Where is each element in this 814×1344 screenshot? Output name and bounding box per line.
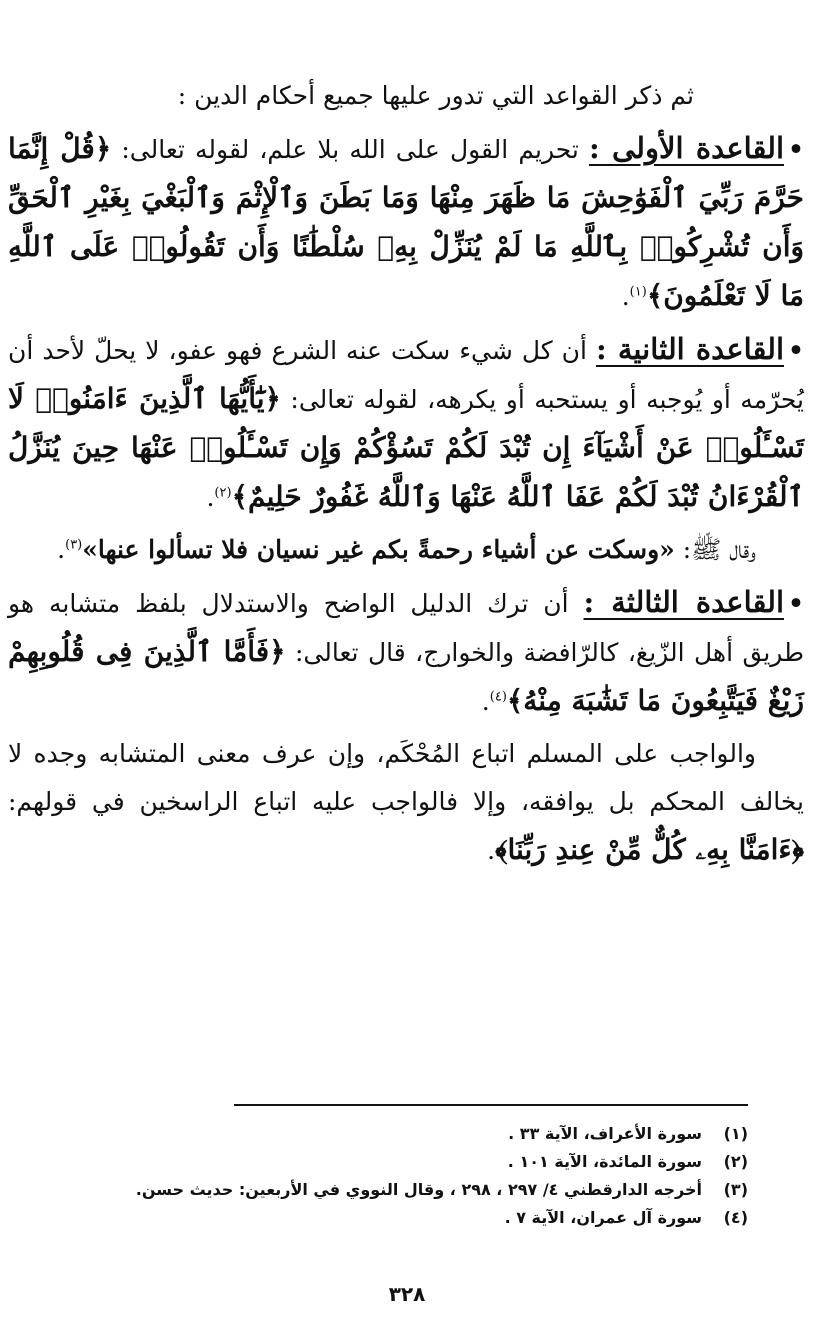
rule-1 [8, 124, 804, 321]
footnote-number: (٣) [723, 1180, 748, 1199]
hadith-text: «وسكت عن أشياء رحمةً بكم غير نسيان فلا تسألوا عنها» [82, 535, 675, 564]
intro-line: ثم ذكر القواعد التي تدور عليها جميع أحكام الدين : [177, 81, 694, 110]
period: . [487, 836, 496, 865]
rule-2-title: القاعدة الثانية : [596, 332, 785, 366]
footnotes [40, 1120, 748, 1232]
period: . [206, 483, 215, 512]
footnote-number: (٤) [723, 1208, 748, 1227]
footnote-divider [234, 1104, 748, 1106]
closing-paragraph [8, 730, 804, 875]
hadith-lead: وقال ﷺ: [682, 535, 756, 564]
footnote-item [40, 1120, 748, 1148]
bullet-icon: • [788, 589, 804, 618]
rule-1-quran: ﴿قُلْ إِنَّمَا حَرَّمَ رَبِّيَ ٱلْفَوَٰحِشَ مَا ظَهَرَ مِنْهَا وَمَا بَطَنَ وَٱلْإِثْمَ وَٱلْبَغْيَ بِغَيْرِ ٱلْحَقِّ وَأَن تُشْرِكُوا۟ بِٱللَّهِ مَا لَمْ يُنَزِّلْ بِهِۦ سُلْطَٰنًا وَأَن تَقُولُوا۟ عَلَى ٱللَّهِ مَا لَا تَعْلَمُونَ﴾ [8, 132, 804, 312]
period: . [621, 282, 630, 311]
footnote-number: (١) [723, 1124, 748, 1143]
rule-3-text: أن ترك الدليل الواضح والاستدلال بلفظ متشابه هو طريق أهل الزّيغ، كالرّافضة والخوارج، قال تعالى: [8, 589, 805, 667]
rule-3-quran: ﴿فَأَمَّا ٱلَّذِينَ فِى قُلُوبِهِمْ زَيْغٌ فَيَتَّبِعُونَ مَا تَشَٰبَهَ مِنْهُ﴾ [8, 635, 804, 717]
rule-1-text: تحريم القول على الله بلا علم، لقوله تعالى: [121, 135, 579, 164]
footnote-text: أخرجه الدارقطني ٤/ ٢٩٧ ، ٢٩٨ ، وقال النووي في الأربعين: حديث حسن. [135, 1180, 702, 1199]
bullet-icon: • [788, 135, 805, 164]
footnote-ref-2[interactable]: (٢) [214, 485, 232, 501]
footnote-text: سورة المائدة، الآية ١٠١ . [507, 1152, 702, 1171]
rule-2-quran: ﴿يَٰٓأَيُّهَا ٱلَّذِينَ ءَامَنُوا۟ لَا تَسْـَٔلُوا۟ عَنْ أَشْيَآءَ إِن تُبْدَ لَكُمْ تَسُؤْكُمْ وَإِن تَسْـَٔلُوا۟ عَنْهَا حِينَ يُنَزَّلُ ٱلْقُرْءَانُ تُبْدَ لَكُمْ عَفَا ٱللَّهُ عَنْهَا وَٱللَّهُ غَفُورٌ حَلِيمٌ﴾ [8, 382, 804, 513]
footnote-text: سورة الأعراف، الآية ٣٣ . [508, 1124, 702, 1143]
period: . [481, 687, 490, 716]
bullet-icon: • [788, 336, 805, 365]
period: . [57, 535, 66, 564]
footnote-ref-3[interactable]: (٣) [65, 537, 83, 553]
closing-text: والواجب على المسلم اتباع المُحْكَم، وإن عرف معنى المتشابه وجده لا يخالف المحكم بل يوافقه، وإلا فالواجب عليه اتباع الراسخين في قولهم: [8, 739, 804, 816]
page-number: ٣٢٨ [388, 1282, 426, 1306]
footnote-ref-1[interactable]: (١) [629, 284, 647, 300]
footnote-item [40, 1204, 748, 1232]
rule-2-text: أن كل شيء سكت عنه الشرع فهو عفو، لا يحلّ لأحد أن يُحرّمه أو يُوجبه أو يستحبه أو يكرهه، لقوله تعالى: [8, 336, 804, 414]
rule-3 [8, 578, 804, 726]
rule-1-title: القاعدة الأولى : [589, 131, 785, 165]
footnote-item [40, 1148, 748, 1176]
main-text [8, 72, 804, 879]
footnote-number: (٢) [723, 1152, 748, 1171]
hadith-paragraph [8, 526, 804, 574]
rule-3-title: القاعدة الثالثة : [583, 585, 785, 619]
footnote-text: سورة آل عمران، الآية ٧ . [504, 1208, 702, 1227]
rule-2 [8, 325, 804, 522]
footnote-ref-4[interactable]: (٤) [489, 689, 507, 705]
footnote-item [40, 1176, 748, 1204]
closing-quran: ﴿ءَامَنَّا بِهِۦ كُلٌّ مِّنْ عِندِ رَبِّنَا﴾ [495, 833, 804, 866]
